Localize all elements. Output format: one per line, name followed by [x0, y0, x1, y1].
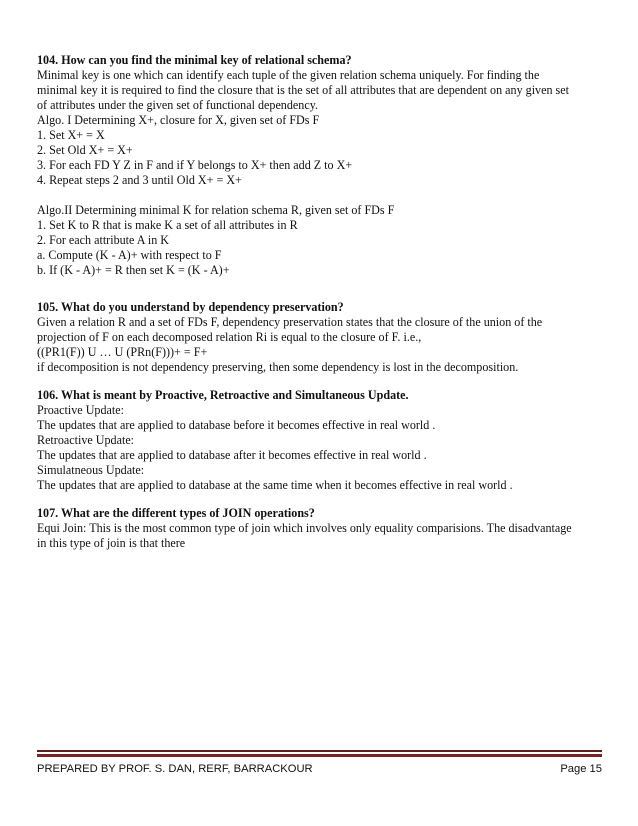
q104-heading: 104. How can you find the minimal key of relational schema?: [37, 53, 352, 67]
page-footer: [37, 763, 602, 775]
algo2-line: b. If (K - A)+ = R then set K = (K - A)+: [37, 263, 230, 277]
q104-line: of attributes under the given set of functional dependency.: [37, 98, 318, 112]
q104-line: 4. Repeat steps 2 and 3 until Old X+ = X+: [37, 173, 242, 187]
q104-line: Minimal key is one which can identify each tuple of the given relation schema uniquely. For finding the: [37, 68, 540, 82]
q106-line: The updates that are applied to database after it becomes effective in real world .: [37, 448, 427, 462]
q104-line: minimal key it is required to find the closure that is the set of all attributes that are dependent on any given set: [37, 83, 569, 97]
page-number: Page 15: [560, 763, 602, 775]
q106-heading: 106. What is meant by Proactive, Retroactive and Simultaneous Update.: [37, 388, 409, 402]
q107-line: Equi Join: This is the most common type of join which involves only equality comparisions. The disadvantage: [37, 521, 572, 535]
q107-heading: 107. What are the different types of JOIN operations?: [37, 506, 315, 520]
algo2-line: 2. For each attribute A in K: [37, 233, 169, 247]
q106-line: Proactive Update:: [37, 403, 124, 417]
q104-line: 1. Set X+ = X: [37, 128, 105, 142]
q104-line: Algo. I Determining X+, closure for X, given set of FDs F: [37, 113, 320, 127]
q104-line: 2. Set Old X+ = X+: [37, 143, 133, 157]
q105-line: ((PR1(F)) U … U (PRn(F)))+ = F+: [37, 345, 208, 359]
q105-line: projection of F on each decomposed relation Ri is equal to the closure of F. i.e.,: [37, 330, 422, 344]
q107-line: in this type of join is that there: [37, 536, 186, 550]
page-content: [37, 53, 605, 551]
q106-line: Retroactive Update:: [37, 433, 135, 447]
footer-author: PREPARED BY PROF. S. DAN, RERF, BARRACKOUR: [37, 763, 313, 775]
q106-line: The updates that are applied to database at the same time when it becomes effective in real world .: [37, 478, 513, 492]
algo2-line: a. Compute (K - A)+ with respect to F: [37, 248, 222, 262]
q105-line: if decomposition is not dependency preserving, then some dependency is lost in the decomposition.: [37, 360, 519, 374]
algo2-line: 1. Set K to R that is make K a set of all attributes in R: [37, 218, 298, 232]
q104-line: 3. For each FD Y Z in F and if Y belongs to X+ then add Z to X+: [37, 158, 353, 172]
algo2-line: Algo.II Determining minimal K for relation schema R, given set of FDs F: [37, 203, 395, 217]
q106-line: Simulatneous Update:: [37, 463, 145, 477]
q106-line: The updates that are applied to database before it becomes effective in real world .: [37, 418, 436, 432]
footer-divider: [37, 750, 602, 752]
q105-line: Given a relation R and a set of FDs F, dependency preservation states that the closure of the union of the: [37, 315, 543, 329]
footer-divider-thick: [37, 754, 602, 757]
q105-heading: 105. What do you understand by dependency preservation?: [37, 300, 344, 314]
